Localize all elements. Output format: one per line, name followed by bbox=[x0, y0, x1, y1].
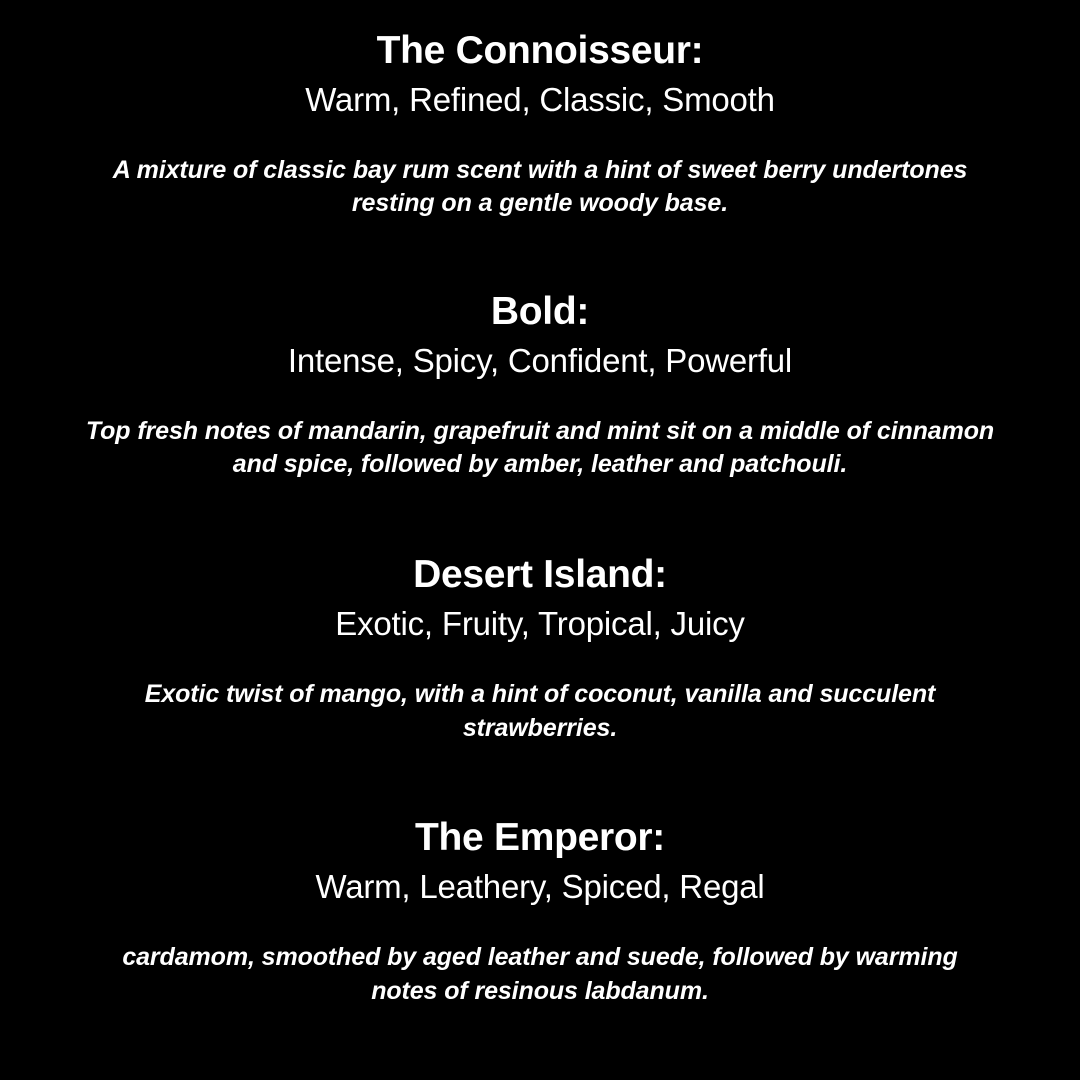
scent-description: Top fresh notes of mandarin, grapefruit and mint sit on a middle of cinnamon and spice, followed by amber, leather and patchouli. bbox=[85, 416, 995, 479]
scent-attributes: Warm, Refined, Classic, Smooth bbox=[305, 81, 775, 119]
scent-entry bbox=[60, 289, 1020, 482]
scent-title: Bold: bbox=[490, 290, 590, 334]
scent-attributes: Intense, Spicy, Confident, Powerful bbox=[287, 342, 793, 380]
scent-description: cardamom, smoothed by aged leather and suede, followed by warming notes of resinous labdanum. bbox=[122, 942, 958, 1005]
scent-attributes: Exotic, Fruity, Tropical, Juicy bbox=[335, 605, 745, 643]
scent-description: Exotic twist of mango, with a hint of coconut, vanilla and succulent strawberries. bbox=[144, 679, 936, 742]
scent-entry bbox=[60, 552, 1020, 745]
scent-attributes: Warm, Leathery, Spiced, Regal bbox=[315, 868, 765, 906]
scent-entry bbox=[60, 815, 1020, 1008]
scent-title: The Connoisseur: bbox=[376, 29, 704, 72]
scent-description: A mixture of classic bay rum scent with a hint of sweet berry undertones resting on a gentle woody base. bbox=[112, 155, 968, 218]
scent-entry bbox=[60, 28, 1020, 221]
scent-title: Desert Island: bbox=[413, 553, 667, 597]
scent-title: The Emperor: bbox=[415, 816, 665, 860]
